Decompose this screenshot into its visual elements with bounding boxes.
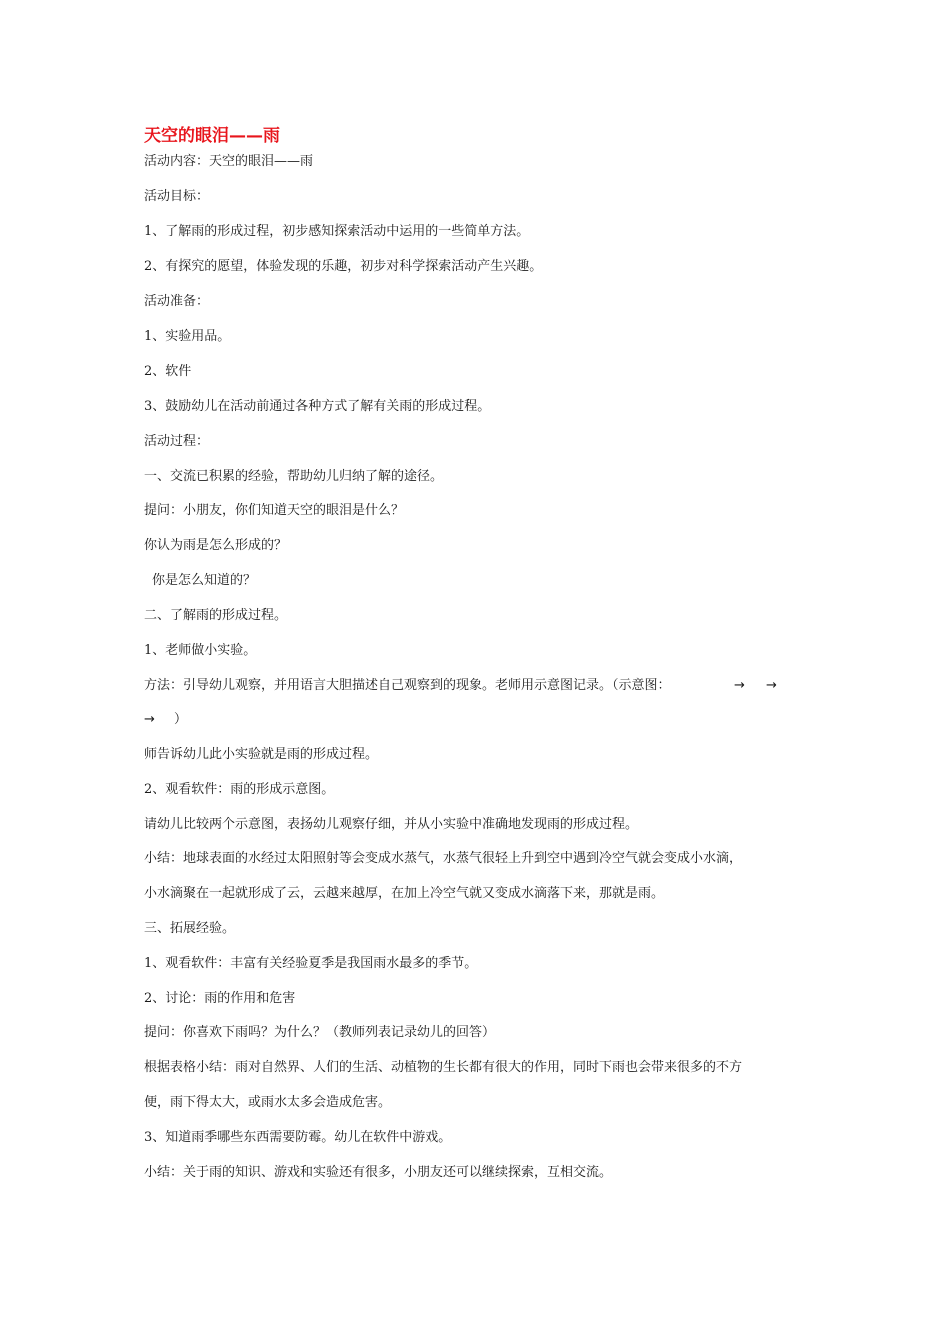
part1-question-1: 提问：小朋友，你们知道天空的眼泪是什么？ bbox=[144, 503, 405, 518]
part1-question-3: 你是怎么知道的？ bbox=[152, 573, 257, 588]
diagram-arrow-3: → bbox=[144, 712, 155, 727]
part2-method: 方法：引导幼儿观察，并用语言大胆描述自己观察到的现象。老师用示意图记录。（示意图： bbox=[144, 678, 671, 693]
part2-summary-line-1: 小结：地球表面的水经过太阳照射等会变成水蒸气，水蒸气很轻上升到空中遇到冷空气就会变成小水滴， bbox=[144, 851, 743, 866]
part1-question-2: 你认为雨是怎么形成的？ bbox=[144, 538, 288, 553]
document-title: 天空的眼泪——雨 bbox=[144, 126, 280, 146]
part2-compare: 请幼儿比较两个示意图，表扬幼儿观察仔细，并从小实验中准确地发现雨的形成过程。 bbox=[144, 817, 639, 832]
content-line: 活动内容：天空的眼泪——雨 bbox=[144, 154, 314, 169]
diagram-arrow-2: → bbox=[766, 678, 777, 693]
part1-heading: 一、交流已积累的经验，帮助幼儿归纳了解的途径。 bbox=[144, 469, 444, 484]
diagram-arrow-1: → bbox=[734, 678, 745, 693]
part2-step-2: 2、观看软件：雨的形成示意图。 bbox=[144, 782, 335, 797]
part2-heading: 二、了解雨的形成过程。 bbox=[144, 608, 288, 623]
part3-step-3: 3、知道雨季哪些东西需要防霉。幼儿在软件中游戏。 bbox=[144, 1130, 452, 1145]
part3-step-2: 2、讨论：雨的作用和危害 bbox=[144, 991, 296, 1006]
goals-heading: 活动目标： bbox=[144, 189, 210, 204]
part2-step-1: 1、老师做小实验。 bbox=[144, 643, 257, 658]
goal-item-1: 1、了解雨的形成过程，初步感知探索活动中运用的一些简单方法。 bbox=[144, 224, 530, 239]
goal-item-2: 2、有探究的愿望，体验发现的乐趣，初步对科学探索活动产生兴趣。 bbox=[144, 259, 543, 274]
part2-summary-line-2: 小水滴聚在一起就形成了云，云越来越厚，在加上冷空气就又变成水滴落下来，那就是雨。 bbox=[144, 886, 665, 901]
prep-item-2: 2、软件 bbox=[144, 364, 192, 379]
part3-question: 提问：你喜欢下雨吗？为什么？（教师列表记录幼儿的回答） bbox=[144, 1025, 496, 1040]
part3-table-summary-line-1: 根据表格小结：雨对自然界、人们的生活、动植物的生长都有很大的作用，同时下雨也会带来很多的不方 bbox=[144, 1060, 743, 1075]
process-heading: 活动过程： bbox=[144, 434, 210, 449]
diagram-close-paren: ） bbox=[174, 712, 188, 727]
prep-heading: 活动准备： bbox=[144, 294, 210, 309]
part2-teacher-note: 师告诉幼儿此小实验就是雨的形成过程。 bbox=[144, 747, 379, 762]
prep-item-1: 1、实验用品。 bbox=[144, 329, 231, 344]
part3-heading: 三、拓展经验。 bbox=[144, 921, 236, 936]
part3-step-1: 1、观看软件：丰富有关经验夏季是我国雨水最多的季节。 bbox=[144, 956, 478, 971]
part3-table-summary-line-2: 便，雨下得太大，或雨水太多会造成危害。 bbox=[144, 1095, 392, 1110]
part3-final-summary: 小结：关于雨的知识、游戏和实验还有很多，小朋友还可以继续探索，互相交流。 bbox=[144, 1165, 613, 1180]
prep-item-3: 3、鼓励幼儿在活动前通过各种方式了解有关雨的形成过程。 bbox=[144, 399, 491, 414]
